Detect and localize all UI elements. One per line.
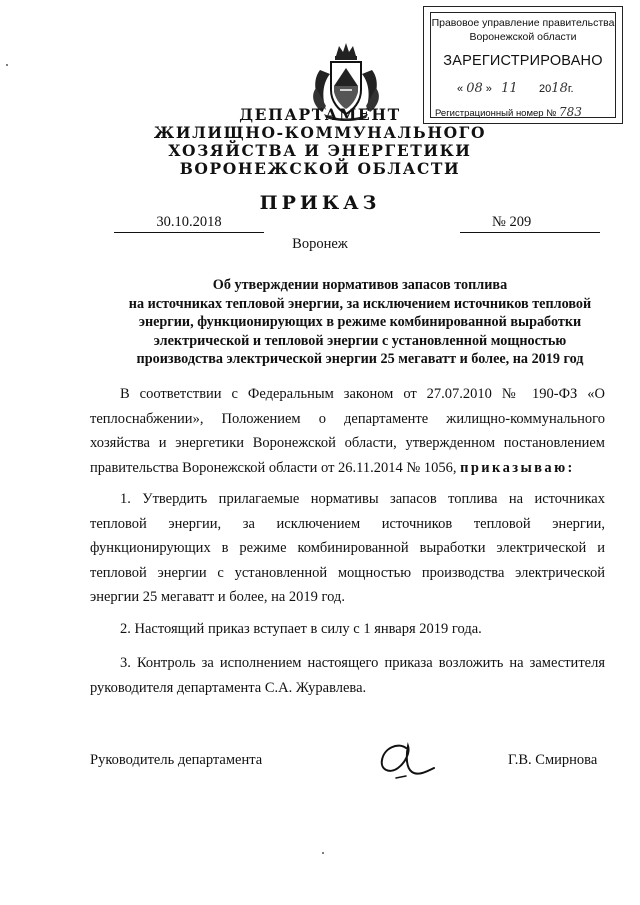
handwritten-signature-icon bbox=[376, 738, 440, 782]
department-name-line1: ДЕПАРТАМЕНТ bbox=[239, 105, 401, 124]
order-item-3: 3. Контроль за исполнением настоящего приказа возложить на заместителя руководителя департамента С.А. Журавлева. bbox=[90, 655, 605, 696]
stamp-date-year-end: г. bbox=[567, 83, 574, 95]
stamp-date bbox=[431, 81, 615, 96]
order-city: Воронеж bbox=[292, 236, 348, 252]
department-name-line2: ЖИЛИЩНО-КОММУНАЛЬНОГО bbox=[153, 123, 487, 142]
signer-name: Г.В. Смирнова bbox=[508, 752, 598, 768]
order-item-2: 2. Настоящий приказ вступает в силу с 1 января 2019 года. bbox=[120, 621, 482, 637]
order-number: № 209 bbox=[460, 214, 600, 233]
document-title: ПРИКАЗ bbox=[259, 192, 381, 214]
department-name-line4: ВОРОНЕЖСКОЙ ОБЛАСТИ bbox=[179, 159, 461, 178]
stamp-registered-label: ЗАРЕГИСТРИРОВАНО bbox=[443, 53, 603, 69]
subject-line5: производства электрической энергии 25 мегаватт и более, на 2019 год bbox=[136, 351, 584, 367]
stamp-date-open-quote: « bbox=[457, 83, 464, 95]
stamp-reg-number-label: Регистрационный номер № bbox=[435, 108, 557, 119]
order-date: 30.10.2018 bbox=[114, 214, 264, 233]
order-subject bbox=[80, 276, 640, 369]
stamp-date-year-prefix: 20 bbox=[539, 83, 552, 95]
subject-line3: энергии, функционирующих в режиме комбинированной выработки bbox=[138, 314, 582, 330]
stamp-org-line2: Воронежской области bbox=[469, 31, 577, 43]
scan-speck bbox=[6, 64, 8, 66]
intro-text: В соответствии с Федеральным законом от 27.07.2010 № 190-ФЗ «О теплоснабжении», Положением о департаменте жилищно-коммунального хозяйства и энергетики Воронежской области, утвержденном постановлением правительства Воронежской области от 26.11.2014 № 1056, bbox=[90, 386, 605, 476]
stamp-date-close-quote: » bbox=[485, 83, 492, 95]
stamp-reg-number-value: 783 bbox=[559, 105, 582, 119]
intro-command: приказываю: bbox=[460, 459, 575, 476]
subject-line4: электрической и тепловой энергии с установленной мощностью bbox=[153, 332, 567, 349]
intro-paragraph bbox=[90, 382, 605, 480]
subject-line1: Об утверждении нормативов запасов топлива bbox=[212, 277, 508, 293]
subject-line2: на источниках тепловой энергии, за исключением источников тепловой bbox=[128, 295, 592, 312]
department-name-line3: ХОЗЯЙСТВА И ЭНЕРГЕТИКИ bbox=[168, 141, 472, 160]
stamp-date-day: 08 bbox=[466, 81, 483, 96]
stamp-org-line1: Правовое управление правительства bbox=[431, 17, 615, 29]
stamp-date-month: 11 bbox=[501, 81, 518, 96]
scan-speck bbox=[322, 852, 324, 854]
stamp-date-year-suffix: 18 bbox=[551, 81, 568, 96]
stamp-inner-frame bbox=[430, 12, 616, 118]
order-item-1: 1. Утвердить прилагаемые нормативы запасов топлива на источниках тепловой энергии, за исключением источников тепловой энергии, функционирующих в режиме комбинированной выработки электрической и тепловой энергии с установленной мощностью производства электрической энергии 25 мегаватт и более, на 2019 год. bbox=[90, 491, 605, 605]
signer-position: Руководитель департамента bbox=[90, 752, 263, 768]
